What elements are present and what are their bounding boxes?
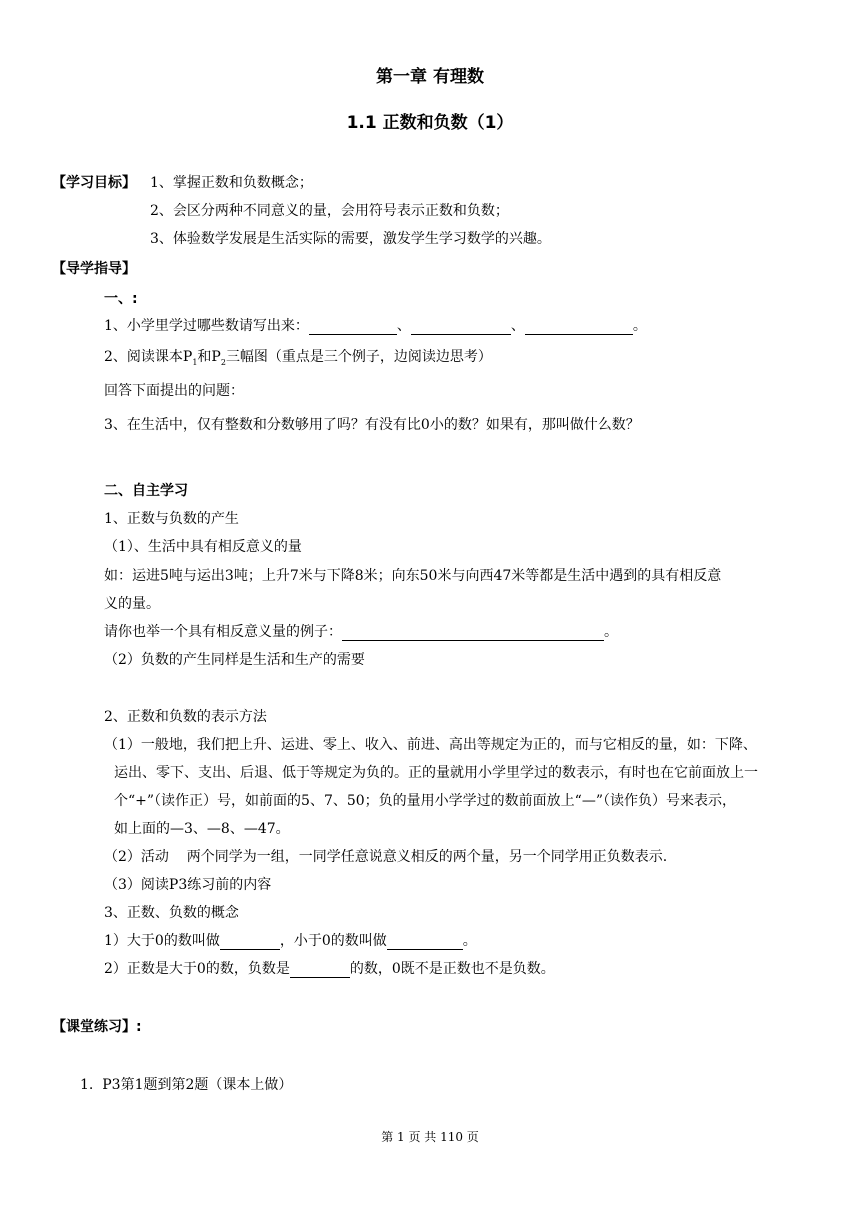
page-footer: 第 1 页 共 110 页 [381, 1130, 479, 1144]
section-3-2-text-b: 的数，0既不是正数也不是负数。 [349, 961, 555, 977]
section-title: 1.1 正数和负数（1） [346, 113, 514, 133]
guide-part-1: 一、: [104, 291, 138, 307]
section-3-heading: 3、正数、负数的概念 [104, 905, 239, 921]
question-1-text: 1、小学里学过哪些数请写出来： [104, 318, 309, 334]
answer-blank[interactable] [309, 320, 397, 335]
period: 。 [462, 933, 477, 949]
goal-item-2: 2、会区分两种不同意义的量，会用符号表示正数和负数； [150, 203, 509, 219]
answer-blank[interactable] [387, 935, 463, 950]
section-3-2 [104, 958, 555, 978]
self-study-heading: 二、自主学习 [104, 483, 188, 499]
answer-blank[interactable] [220, 935, 280, 950]
answer-blank[interactable] [342, 626, 604, 641]
answer-blank[interactable] [290, 963, 350, 978]
subscript-2: 2 [220, 357, 226, 367]
section-2-1-line-2: 运出、零下、支出、后退、低于等规定为负的。正的量就用小学里学过的数表示，有时也在它前面放上一 [114, 765, 758, 781]
section-2-2: （2）活动 两个同学为一组，一同学任意说意义相反的两个量，另一个同学用正负数表示. [104, 849, 668, 865]
example-line-1: 如：运进5吨与运出3吨；上升7米与下降8米；向东50米与向西47米等都是生活中遇到的具有相反意 [104, 568, 722, 584]
question-2-text-b: 和P [197, 349, 221, 365]
chapter-title: 第一章 有理数 [376, 67, 484, 87]
section-1-heading: 1、正数与负数的产生 [104, 511, 239, 527]
question-3: 3、在生活中，仅有整数和分数够用了吗？有没有比0小的数？如果有，那叫做什么数？ [104, 417, 640, 433]
section-2-heading: 2、正数和负数的表示方法 [104, 709, 267, 725]
section-2-3: （3）阅读P3练习前的内容 [104, 877, 272, 893]
example-prompt [104, 621, 618, 641]
question-2-text-c: 三幅图（重点是三个例子，边阅读边思考） [225, 349, 492, 365]
goals-label: 【学习目标】 [52, 175, 136, 191]
question-2 [104, 346, 492, 367]
example-line-2: 义的量。 [104, 596, 160, 612]
section-3-1-text-b: ，小于0的数叫做 [279, 933, 387, 949]
guide-label: 【导学指导】 [52, 261, 136, 277]
section-3-1-text-a: 1）大于0的数叫做 [104, 933, 220, 949]
separator: 、 [396, 318, 411, 334]
answer-blank[interactable] [411, 320, 511, 335]
period: 。 [604, 624, 618, 640]
section-2-1-line-1: （1）一般地，我们把上升、运进、零上、收入、前进、高出等规定为正的，而与它相反的量，如：下降、 [104, 737, 757, 753]
section-3-1 [104, 930, 477, 950]
practice-item-1: 1. P3第1题到第2题（课本上做） [80, 1077, 293, 1093]
section-3-2-text-a: 2）正数是大于0的数，负数是 [104, 961, 290, 977]
example-prompt-text: 请你也举一个具有相反意义量的例子： [104, 624, 342, 640]
subscript-1: 1 [192, 357, 198, 367]
goal-item-1: 1、掌握正数和负数概念； [150, 175, 313, 191]
question-2-text-a: 2、阅读课本P [104, 349, 193, 365]
section-2-1-line-4: 如上面的—3、—8、—47。 [114, 821, 290, 837]
section-1-2: （2）负数的产生同样是生活和生产的需要 [104, 652, 365, 668]
answer-blank[interactable] [525, 320, 633, 335]
separator: 、 [510, 318, 525, 334]
goal-item-3: 3、体验数学发展是生活实际的需要，激发学生学习数学的兴趣。 [150, 231, 551, 247]
period: 。 [632, 318, 647, 334]
section-2-1-line-3: 个“+”（读作正）号，如前面的5、7、50；负的量用小学学过的数前面放上“—”（读作负）号来表示， [114, 793, 736, 809]
question-1 [104, 315, 647, 335]
practice-label: 【课堂练习】: [52, 1019, 142, 1035]
answer-prompt: 回答下面提出的问题： [104, 383, 244, 399]
section-1-1: （1）、生活中具有相反意义的量 [104, 539, 302, 555]
